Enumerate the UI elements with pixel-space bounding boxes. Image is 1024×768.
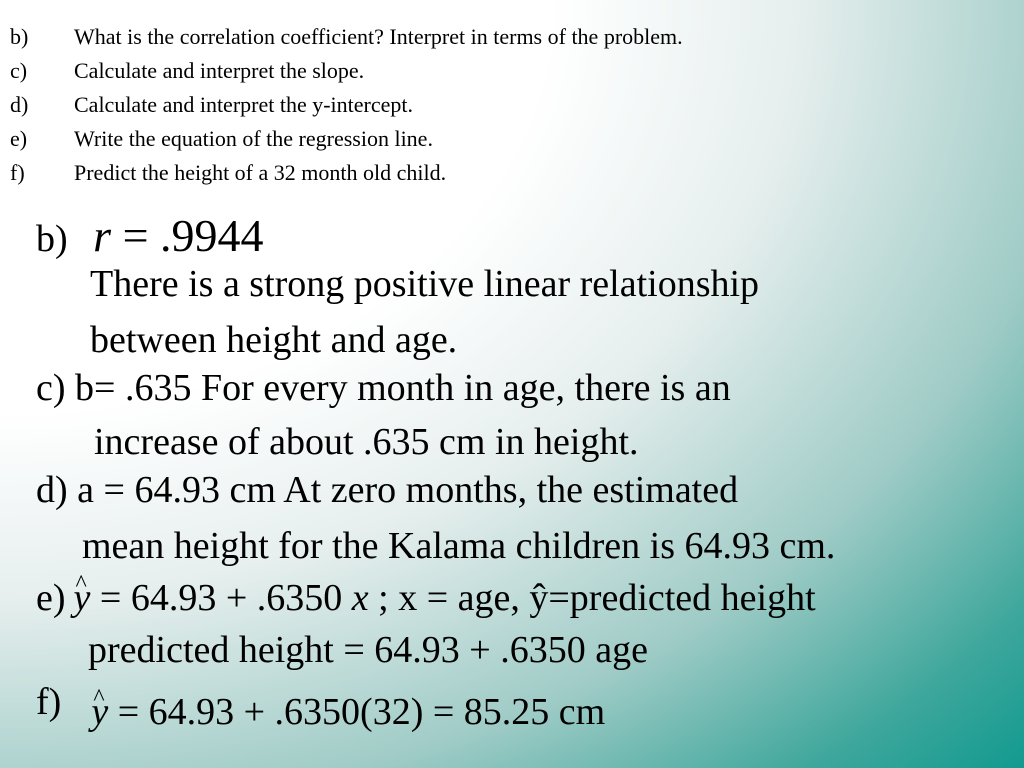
answer-e-label: e) — [36, 577, 66, 619]
variable-definitions: ; x = age, ŷ=predicted height — [368, 577, 816, 619]
answer-b-label: b) — [36, 218, 68, 260]
question-c — [10, 60, 364, 82]
r-variable: r — [93, 210, 112, 261]
question-f — [10, 162, 446, 184]
question-text: Calculate and interpret the y-intercept. — [74, 92, 414, 117]
y-hat: ^ y — [91, 692, 108, 732]
question-text: Calculate and interpret the slope. — [74, 58, 365, 83]
question-letter: d) — [10, 92, 29, 117]
answer-c-line2: increase of about .635 cm in height. — [94, 421, 639, 463]
y-hat: ^ y — [74, 578, 91, 618]
question-text: Predict the height of a 32 month old child. — [74, 160, 447, 185]
answer-d-line1: d) a = 64.93 cm At zero months, the estimated — [36, 469, 739, 511]
answer-f — [36, 681, 606, 733]
answer-d-line2: mean height for the Kalama children is 64.93 cm. — [82, 525, 836, 567]
x-variable: x — [351, 577, 369, 619]
answer-f-label: f) — [36, 681, 62, 723]
answer-e-line1 — [36, 578, 816, 618]
question-letter: f) — [10, 160, 25, 185]
question-letter: c) — [10, 58, 28, 83]
question-letter: b) — [10, 24, 29, 49]
question-b — [10, 26, 683, 48]
r-value: = .9944 — [111, 210, 264, 261]
regression-equation: = 64.93 + .6350 — [90, 577, 352, 619]
question-e — [10, 128, 433, 150]
answer-b-header — [36, 210, 264, 261]
prediction-equation: = 64.93 + .6350(32) = 85.25 cm — [108, 691, 606, 733]
question-text: Write the equation of the regression line. — [74, 126, 433, 151]
answer-b-line1: There is a strong positive linear relationship — [90, 263, 760, 305]
question-letter: e) — [10, 126, 28, 151]
answer-b-line2: between height and age. — [90, 319, 458, 361]
answer-c-line1: c) b= .635 For every month in age, there is an — [36, 367, 731, 409]
question-d — [10, 94, 413, 116]
answer-e-line2: predicted height = 64.93 + .6350 age — [88, 629, 648, 671]
question-text: What is the correlation coefficient? Interpret in terms of the problem. — [74, 24, 683, 49]
